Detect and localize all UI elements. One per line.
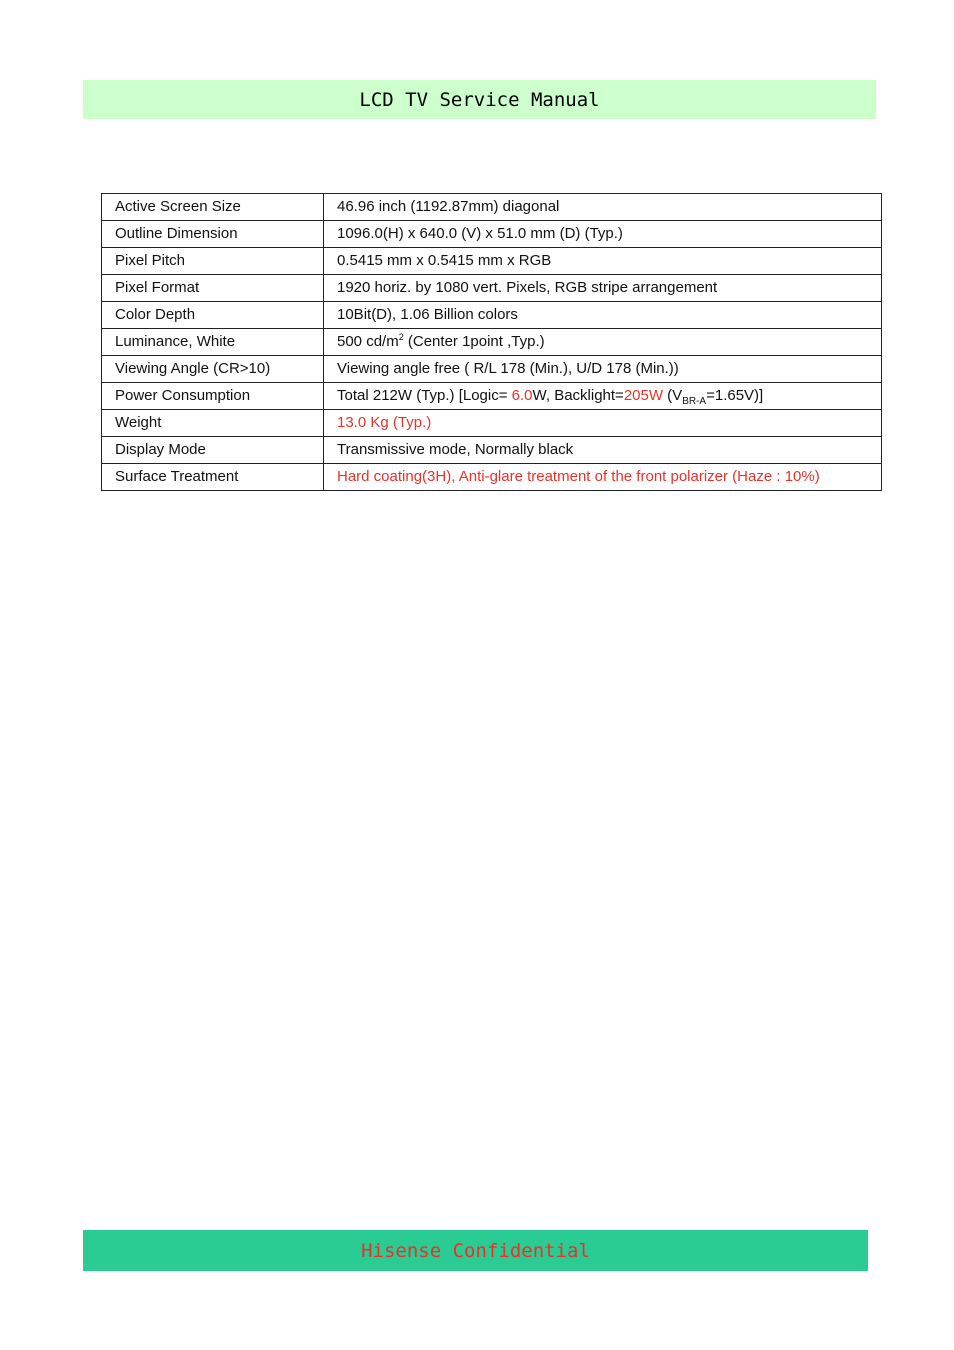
power-total: Total 212W (Typ.) [Logic= [337,387,512,404]
spec-label: Color Depth [102,302,324,329]
spec-table [101,193,882,491]
spec-value: 1920 horiz. by 1080 vert. Pixels, RGB stripe arrangement [324,275,882,302]
header-band [83,80,876,119]
spec-value: Viewing angle free ( R/L 178 (Min.), U/D 178 (Min.)) [324,356,882,383]
spec-value: 1096.0(H) x 640.0 (V) x 51.0 mm (D) (Typ.) [324,221,882,248]
table-row [102,356,882,383]
spec-value: 46.96 inch (1192.87mm) diagonal [324,194,882,221]
table-row [102,221,882,248]
table-row [102,248,882,275]
logic-power: 6.0 [511,387,533,404]
spec-value [324,329,882,356]
table-row [102,383,882,410]
table-row [102,329,882,356]
table-row [102,464,882,491]
spec-label: Pixel Pitch [102,248,324,275]
spec-label: Display Mode [102,437,324,464]
spec-value: Hard coating(3H), Anti-glare treatment of the front polarizer (Haze : 10%) [324,464,882,491]
backlight-power: 205W [623,387,664,404]
spec-label: Power Consumption [102,383,324,410]
luminance-note: (Center 1point ,Typ.) [403,333,545,350]
table-row [102,437,882,464]
voltage-subscript: BR-A [682,396,707,407]
spec-value [324,383,882,410]
spec-value: Transmissive mode, Normally black [324,437,882,464]
spec-label: Pixel Format [102,275,324,302]
voltage-value: =1.65V)] [706,387,764,404]
spec-label: Outline Dimension [102,221,324,248]
footer-band [83,1230,868,1271]
spec-value: 10Bit(D), 1.06 Billion colors [324,302,882,329]
table-row [102,194,882,221]
confidential-notice: Hisense Confidential [361,1239,590,1262]
table-row [102,410,882,437]
spec-label: Viewing Angle (CR>10) [102,356,324,383]
spec-label: Luminance, White [102,329,324,356]
backlight-label: W, Backlight= [532,387,624,404]
table-row [102,302,882,329]
spec-value: 0.5415 mm x 0.5415 mm x RGB [324,248,882,275]
superscript-exponent: 2 [398,332,404,342]
spec-label: Active Screen Size [102,194,324,221]
voltage-label: (V [663,387,683,404]
spec-label: Weight [102,410,324,437]
table-row [102,275,882,302]
luminance-value: 500 cd/m [337,333,399,350]
spec-value: 13.0 Kg (Typ.) [324,410,882,437]
spec-label: Surface Treatment [102,464,324,491]
document-title: LCD TV Service Manual [359,88,600,111]
